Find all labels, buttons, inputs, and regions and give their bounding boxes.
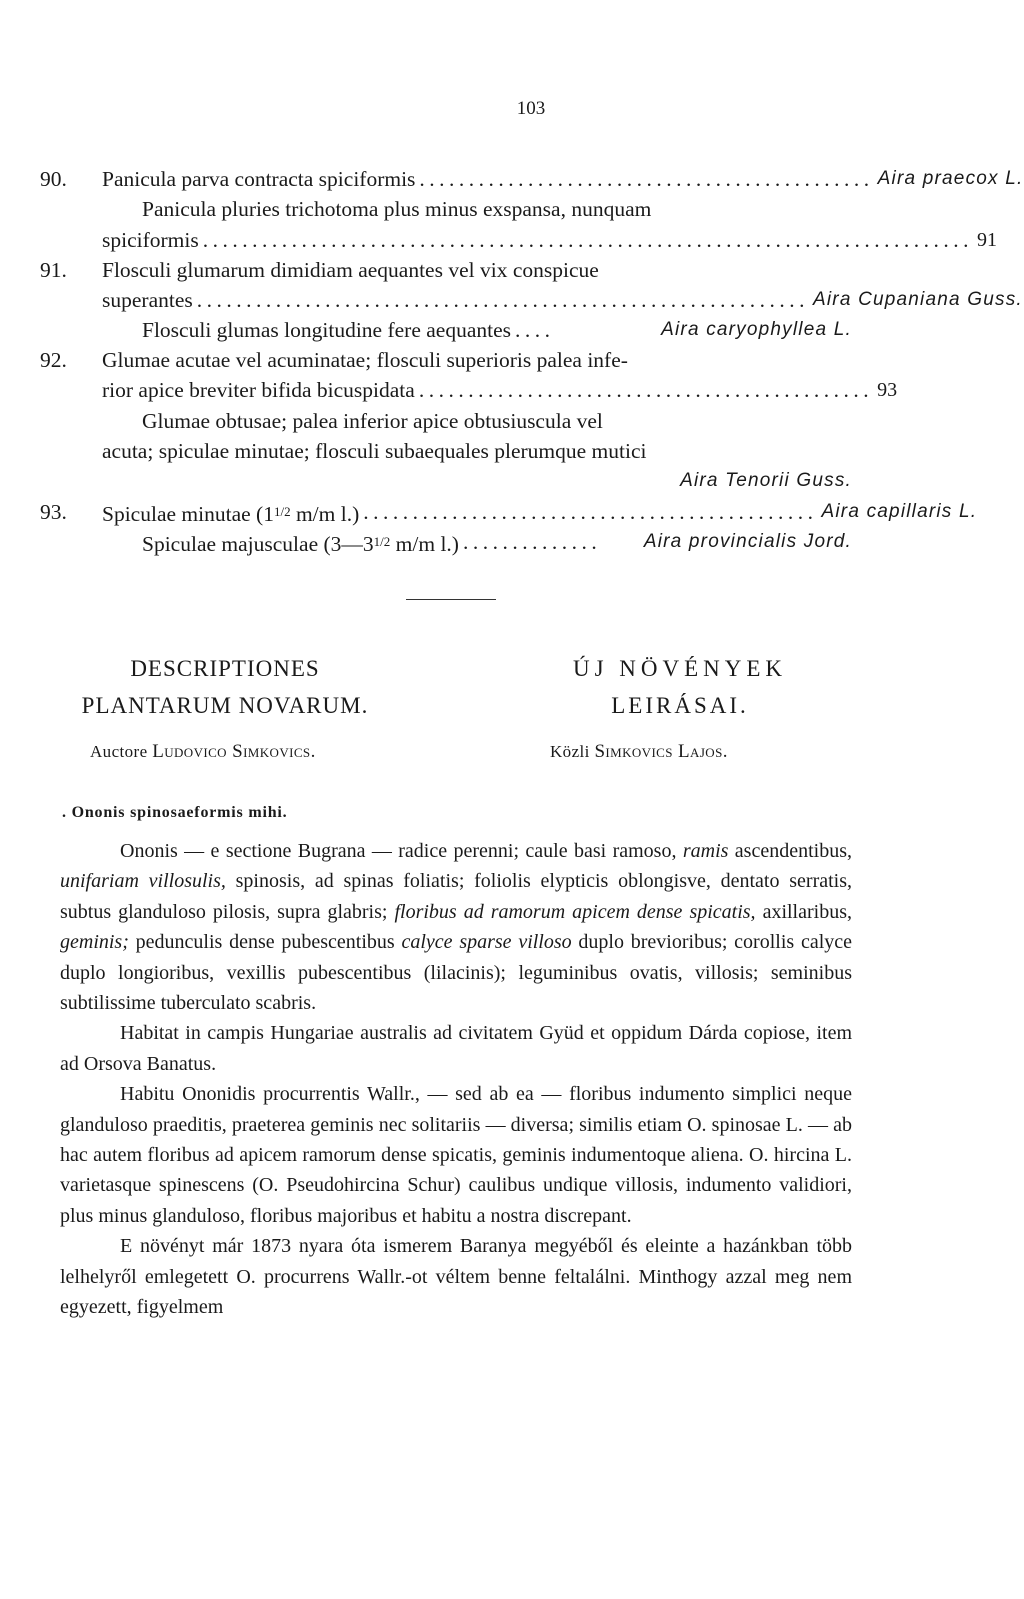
key-lead: Flosculi glumas longitudine fere aequantes [142,318,511,342]
couplet-number: 91. [40,258,67,282]
author-name: Ludovico Simkovics. [152,741,316,762]
leader-dots: .............................................................. [196,288,809,312]
taxon-name: Aira provincialis Jord. [643,531,852,552]
leader-dots: .............................................. [419,167,874,191]
key-line-93a [40,497,978,527]
text-run: axillaribus, [755,900,852,923]
taxon-name: Aira praecox L. [877,168,1024,189]
key-lead: rior apice breviter bifida bicuspidata [102,378,415,402]
hungarian-heading-line1: ÚJ NÖVÉNYEK [572,656,788,681]
species-description [60,836,852,1323]
key-lead: Flosculi glumarum dimidiam aequantes vel vix conspicue [102,258,599,282]
author-prefix: Közli [550,742,590,761]
author-prefix: Auctore [90,742,148,761]
italic-run: ramis [682,840,729,862]
diagnosis-paragraph [60,836,852,1018]
key-line-91b [40,315,852,345]
text-run: Ononis — e sectione Bugrana — radice perenni; caule basi ramoso, [120,840,677,862]
key-lead: superantes [102,288,193,312]
fraction: 1/2 [273,504,291,519]
key-line-93b [40,527,852,557]
leader-dots: .............. [462,530,602,554]
key-lead [142,527,459,557]
italic-run: unifariam villosulis, [60,870,226,893]
hungarian-heading-line2: LEIRÁSAI. [611,693,749,718]
couplet-reference: 91 [977,229,997,251]
leader-dots: .............................................................................. [202,228,973,252]
leader-dots: .............................................. [363,500,818,524]
key-lead-text: m/m l.) [290,502,360,526]
italic-run: floribus ad ramorum apicem dense spicatis, [394,900,756,923]
comparison-paragraph: Habitu Ononidis procurrentis Wallr., — sed ab ea — floribus indumento simplici neque glanduloso praeditis, praeterea geminis nec solitariis — diversa; similis etiam O. spinosae L. — ab hac autem floribus ad apicem ramorum dense spicatis, geminis indumentoque aliena. O. hircina L. varietasque spinescens (O. Pseudohircina Schur) caulibus undique villosis, indumento validiori, plus minus glanduloso, floribus majoribus et habitu a nostra discrepant. [60,1083,852,1227]
key-lead: Panicula parva contracta spiciformis [102,167,416,191]
taxon-name: Aira Tenorii Guss. [680,470,852,491]
latin-heading-line2: PLANTARUM NOVARUM. [81,693,369,718]
key-lead: Glumae obtusae; palea inferior apice obtusiuscula vel [142,409,603,433]
author-name: Simkovics Lajos. [594,741,728,762]
taxon-name: Aira capillaris L. [821,501,978,522]
key-line-91a-2 [40,285,1023,315]
text-run: spinosis, ad spinas foliatis; foliolis elypticis oblongisve, dentato serratis, subtus glanduloso pilosis, supra glabris; [60,870,852,923]
key-line-92a-2 [40,375,898,405]
key-lead: acuta; spiculae minutae; flosculi subaequales plerumque mutici [102,439,647,463]
key-line-90b-1 [40,194,852,224]
hungarian-author [550,741,840,763]
leader-dots: .............................................. [418,378,874,402]
italic-run: geminis; [60,931,129,954]
key-line-92b-3 [40,466,852,496]
key-line-92b-2 [40,436,852,466]
italic-run: calyce sparse villoso [401,931,572,954]
text-run: pedunculis dense pubescentibus [128,931,402,954]
key-line-92b-1 [40,406,852,436]
key-lead-text: Spiculae majusculae (3—3 [142,532,374,556]
key-line-91a-1 [40,255,852,285]
couplet-number: 90. [40,167,67,191]
latin-author [90,741,390,763]
page-number: 103 [516,98,546,119]
taxon-name: Aira Cupaniana Guss. [813,289,1023,310]
couplet-number: 93. [40,500,67,524]
couplet-number: 92. [40,348,67,372]
key-lead-text: m/m l.) [390,532,459,556]
text-run: ascendentibus, [728,840,852,862]
key-line-90a [40,164,1024,194]
key-lead: spiciformis [102,228,199,252]
key-lead-text: Spiculae minutae (1 [102,502,274,526]
species-title: . Ononis spinosaeformis mihi. [62,804,288,821]
hungarian-paragraph: E növényt már 1873 nyara óta ismerem Baranya megyéből és eleinte a hazánkban több lelhelyről emlegetett O. procurrens Wallr.-ot véltem benne feltalálni. Minthogy azzal meg nem egyezett, figyelmem [60,1235,852,1319]
couplet-reference: 93 [877,379,898,401]
key-line-90b-2 [40,225,997,255]
leader-dots: .... [515,318,555,342]
key-lead [102,497,359,527]
key-line-92a-1 [40,345,852,375]
habitat-paragraph: Habitat in campis Hungariae australis ad civitatem Gyüd et oppidum Dárda copiose, item ad Orsova Banatus. [60,1022,852,1075]
taxon-name: Aira caryophyllea L. [661,319,852,340]
section-divider [406,599,496,600]
latin-heading-line1: DESCRIPTIONES [130,656,320,681]
key-lead: Glumae acutae vel acuminatae; flosculi superioris palea infe- [102,348,628,372]
key-lead: Panicula pluries trichotoma plus minus exspansa, nunquam [142,197,652,221]
text-run: duplo brevioribus; corollis calyce duplo longioribus, vexillis pubescentibus (lilacinis); leguminibus ovatis, villosis; seminibus subtilissime tuberculato scabris. [60,931,853,1015]
fraction: 1/2 [373,534,391,549]
